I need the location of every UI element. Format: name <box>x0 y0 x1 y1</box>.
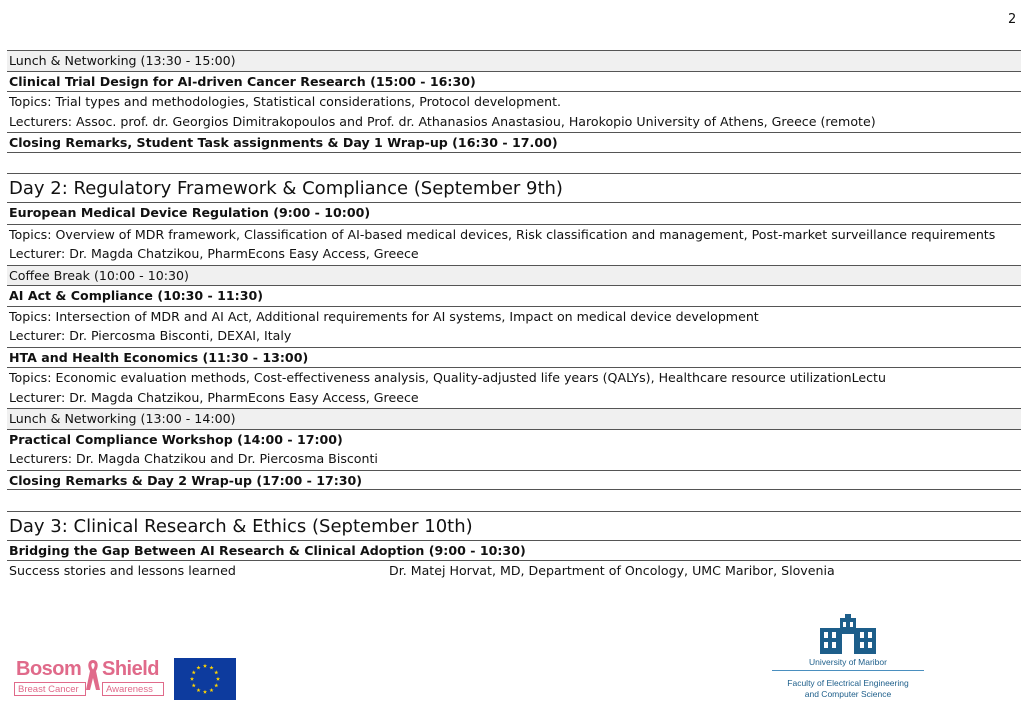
day2-session1-lecturer: Lecturer: Dr. Magda Chatzikou, PharmEcons Easy Access, Greece <box>9 246 419 261</box>
awareness-tag: Awareness <box>102 682 164 696</box>
day2-lunch-break: Lunch & Networking (13:00 - 14:00) <box>7 408 1021 429</box>
bosom-word: Bosom <box>16 658 82 680</box>
day2-session4-lecturers: Lecturers: Dr. Magda Chatzikou and Dr. Piercosma Bisconti <box>9 451 378 466</box>
day3-session1-row <box>7 561 1021 582</box>
day2-session2-topics: Topics: Intersection of MDR and AI Act, Additional requirements for AI systems, Impact on medical device development <box>7 306 1021 327</box>
university-of-maribor-logo <box>772 614 924 704</box>
day2-session3-title: HTA and Health Economics (11:30 - 13:00) <box>7 347 1021 368</box>
shield-word: Shield <box>102 658 160 680</box>
day2-closing: Closing Remarks & Day 2 Wrap-up (17:00 - 17:30) <box>7 470 1021 491</box>
day2-session3-topics: Topics: Economic evaluation methods, Cost-effectiveness analysis, Quality-adjusted life years (QALYs), Healthcare resource utilizationLectu <box>7 367 1021 388</box>
day2-session3-lecturer: Lecturer: Dr. Magda Chatzikou, PharmEcons Easy Access, Greece <box>9 389 419 405</box>
university-building-icon <box>772 614 924 656</box>
day2-session2-title: AI Act & Compliance (10:30 - 11:30) <box>7 285 1021 306</box>
day3-session1-title: Bridging the Gap Between AI Research & Clinical Adoption (9:00 - 10:30) <box>7 541 1021 562</box>
faculty-name <box>772 678 924 700</box>
day1-session-title: Clinical Trial Design for AI-driven Cancer Research (15:00 - 16:30) <box>7 71 1021 92</box>
day2-heading: Day 2: Regulatory Framework & Compliance (September 9th) <box>7 173 1021 203</box>
day1-closing: Closing Remarks, Student Task assignments & Day 1 Wrap-up (16:30 - 17.00) <box>7 132 1021 153</box>
day2-session1-topics: Topics: Overview of MDR framework, Classification of AI-based medical devices, Risk classification and management, Post-market surveillance requirements <box>7 224 1021 245</box>
day1-session-lecturers: Lecturers: Assoc. prof. dr. Georgios Dimitrakopoulos and Prof. dr. Athanasios Anastasiou, Harokopio University of Athens, Greece (remote) <box>9 113 876 129</box>
eu-flag-icon <box>174 658 236 700</box>
faculty-name-line1: Faculty of Electrical Engineering <box>787 678 909 688</box>
day2-session4-title: Practical Compliance Workshop (14:00 - 17:00) <box>7 429 1021 450</box>
day3-heading: Day 3: Clinical Research & Ethics (September 10th) <box>7 511 1021 541</box>
schedule-table <box>7 50 1021 582</box>
day3-session1-lecturer: Dr. Matej Horvat, MD, Department of Oncology, UMC Maribor, Slovenia <box>389 563 835 578</box>
page-number: 2 <box>1008 12 1017 27</box>
spacer <box>7 153 1021 174</box>
day1-session-topics: Topics: Trial types and methodologies, Statistical considerations, Protocol development. <box>7 91 1021 112</box>
day2-coffee-break: Coffee Break (10:00 - 10:30) <box>7 265 1021 286</box>
day2-session1-title: European Medical Device Regulation (9:00 - 10:00) <box>9 205 371 220</box>
bosom-shield-logo <box>14 658 166 700</box>
spacer <box>7 490 1021 511</box>
day3-session1-topics: Success stories and lessons learned <box>9 563 236 578</box>
day1-lunch-break: Lunch & Networking (13:30 - 15:00) <box>7 50 1021 71</box>
pink-ribbon-icon <box>84 658 102 692</box>
faculty-name-line2: and Computer Science <box>804 689 892 699</box>
breast-cancer-tag: Breast Cancer <box>14 682 86 696</box>
day2-session2-lecturer: Lecturer: Dr. Piercosma Bisconti, DEXAI, Italy <box>9 328 292 343</box>
university-name: University of Maribor <box>772 657 924 671</box>
